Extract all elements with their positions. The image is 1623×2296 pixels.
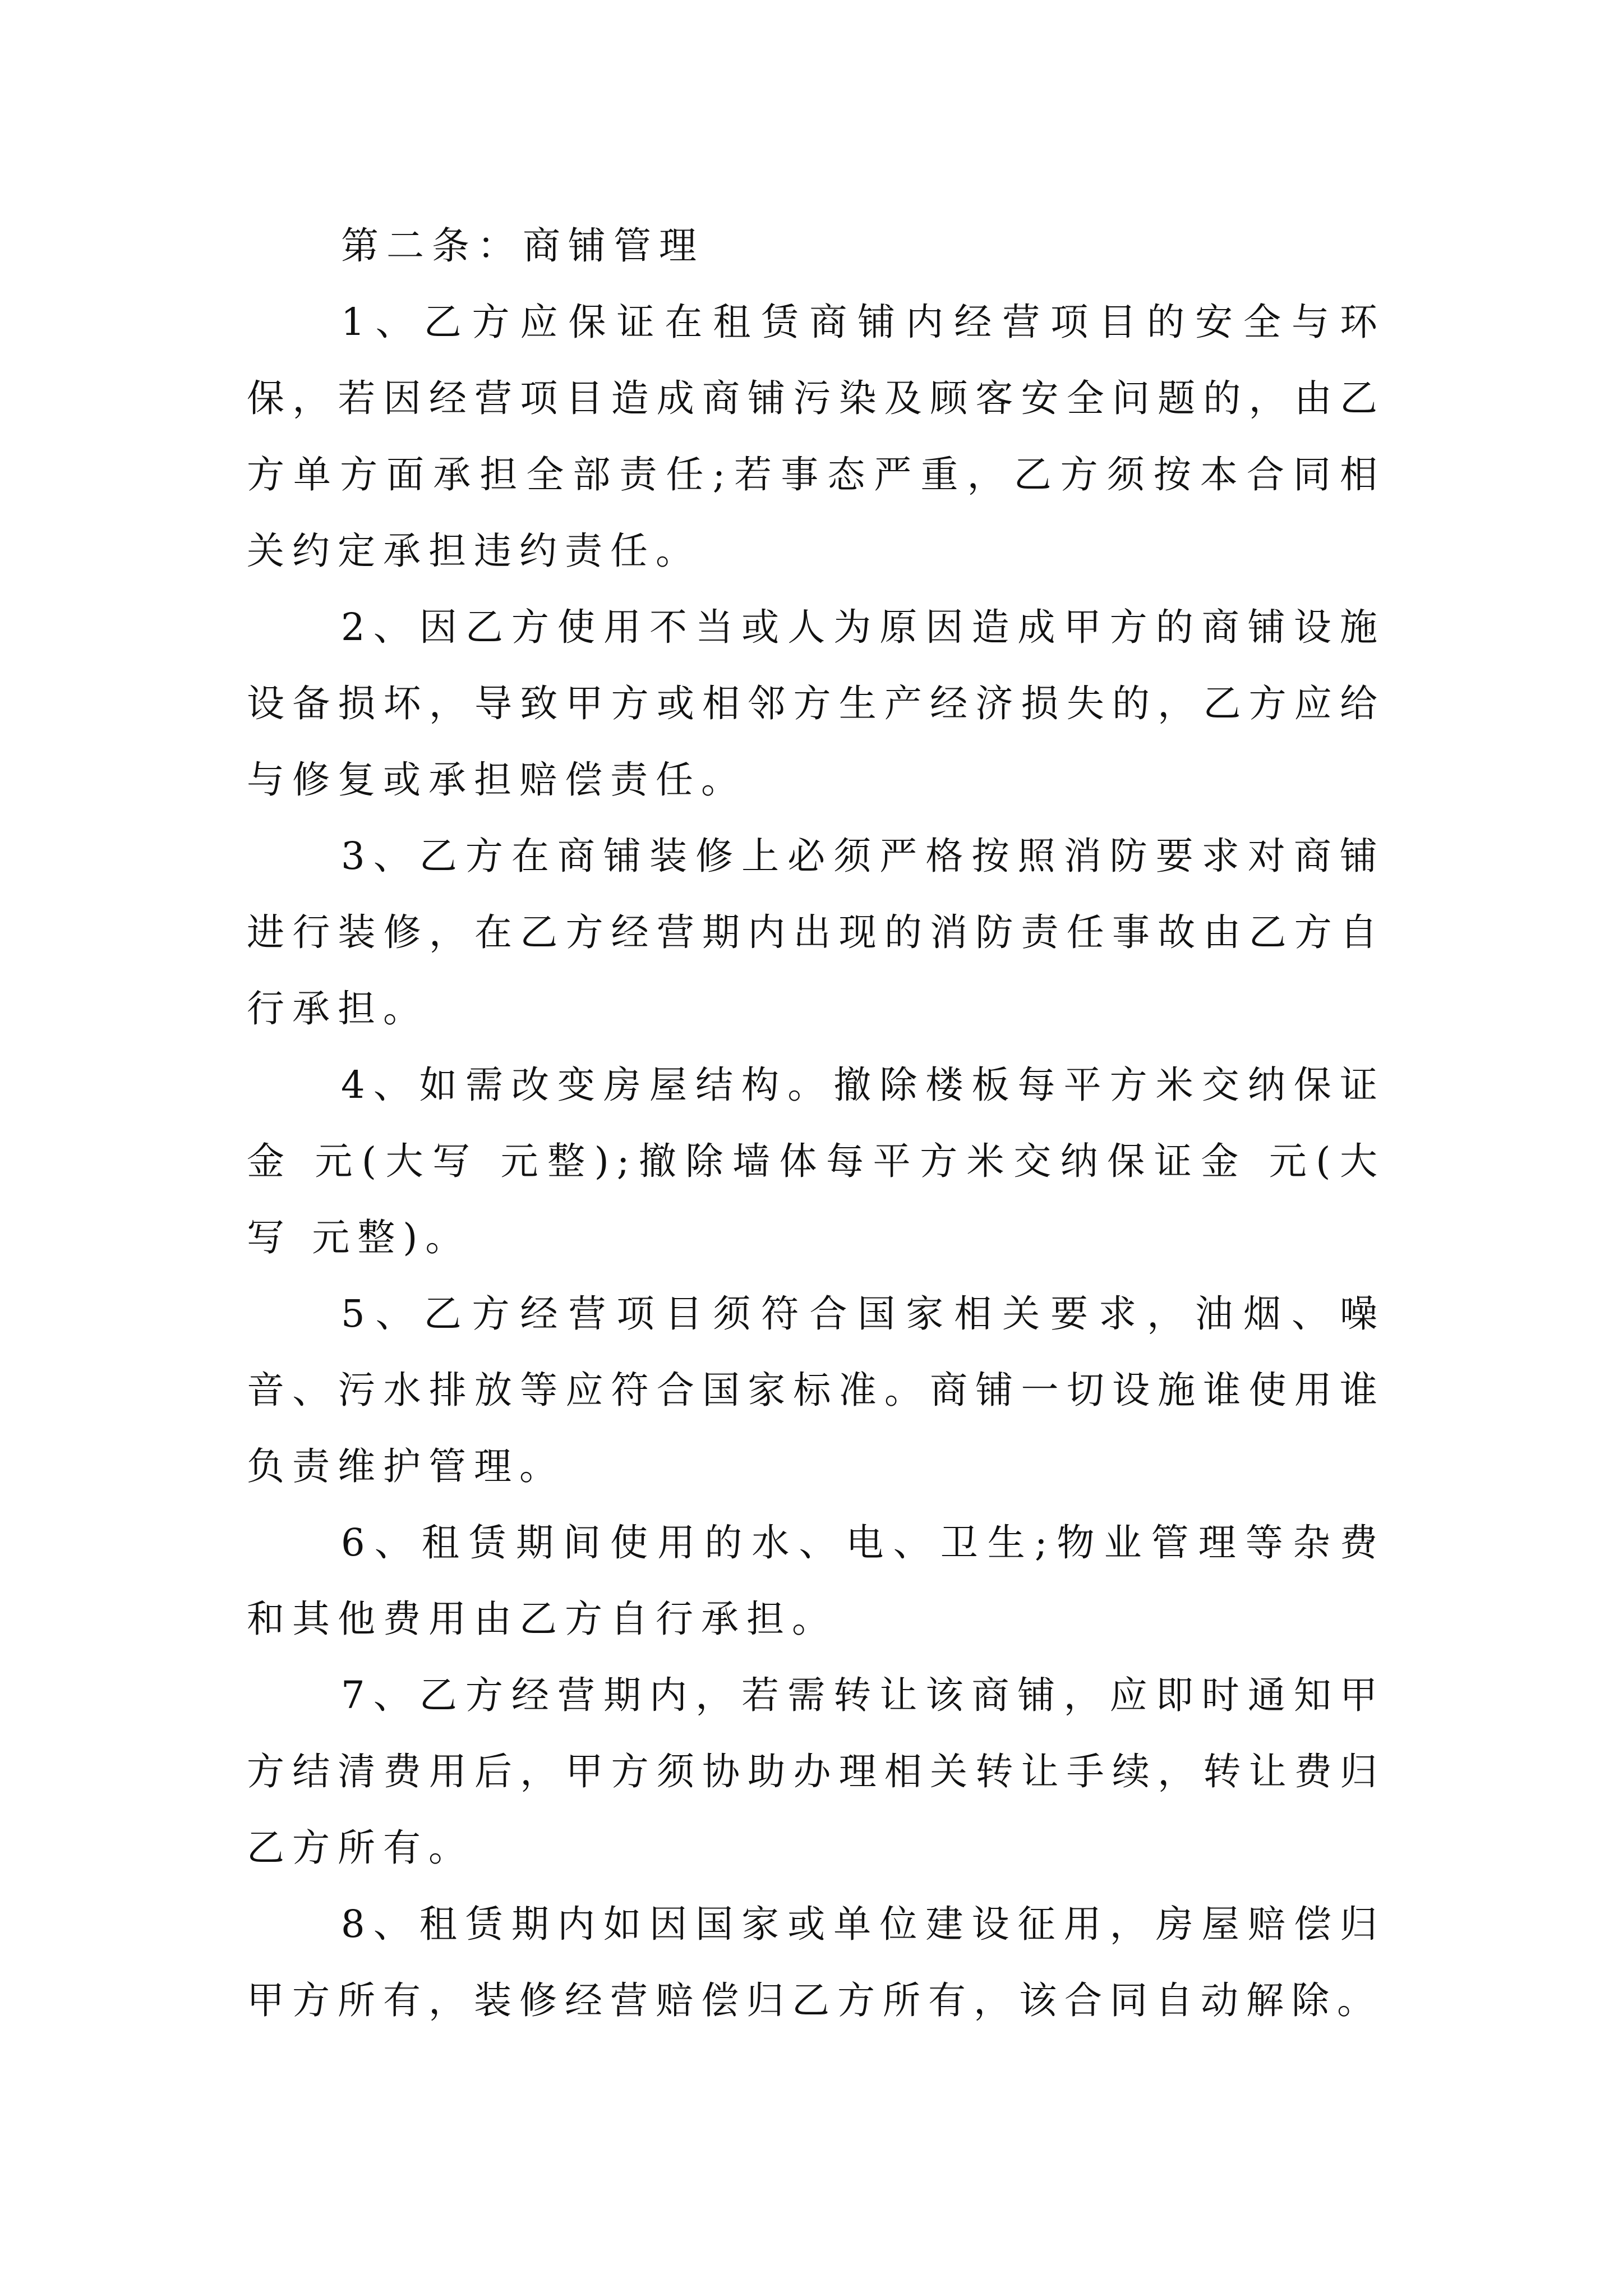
- clause-3: 3、乙方在商铺装修上必须严格按照消防要求对商铺进行装修，在乙方经营期内出现的消防责任事故由乙方自行承担。: [247, 834, 1385, 1030]
- section-heading: 第二条：商铺管理: [341, 224, 704, 268]
- clause-1: 1、乙方应保证在租赁商铺内经营项目的安全与环保，若因经营项目造成商铺污染及顾客安全问题的，由乙方单方面承担全部责任;若事态严重，乙方须按本合同相关约定承担违约责任。: [247, 300, 1385, 573]
- clause-7: 7、乙方经营期内，若需转让该商铺，应即时通知甲方结清费用后，甲方须协助办理相关转让手续，转让费归乙方所有。: [247, 1673, 1385, 1870]
- clause-4: 4、如需改变房屋结构。撤除楼板每平方米交纳保证金 元(大写 元整);撤除墙体每平方米交纳保证金 元(大写 元整)。: [247, 1063, 1385, 1259]
- clause-8: 8、租赁期内如因国家或单位建设征用，房屋赔偿归甲方所有，装修经营赔偿归乙方所有，该合同自动解除。: [247, 1902, 1385, 2022]
- clause-6: 6、租赁期间使用的水、电、卫生;物业管理等杂费和其他费用由乙方自行承担。: [247, 1521, 1385, 1641]
- clause-2: 2、因乙方使用不当或人为原因造成甲方的商铺设施设备损坏，导致甲方或相邻方生产经济损失的，乙方应给与修复或承担赔偿责任。: [247, 605, 1385, 802]
- clause-5: 5、乙方经营项目须符合国家相关要求，油烟、噪音、污水排放等应符合国家标准。商铺一切设施谁使用谁负责维护管理。: [247, 1292, 1385, 1488]
- document-page: [247, 208, 1385, 2039]
